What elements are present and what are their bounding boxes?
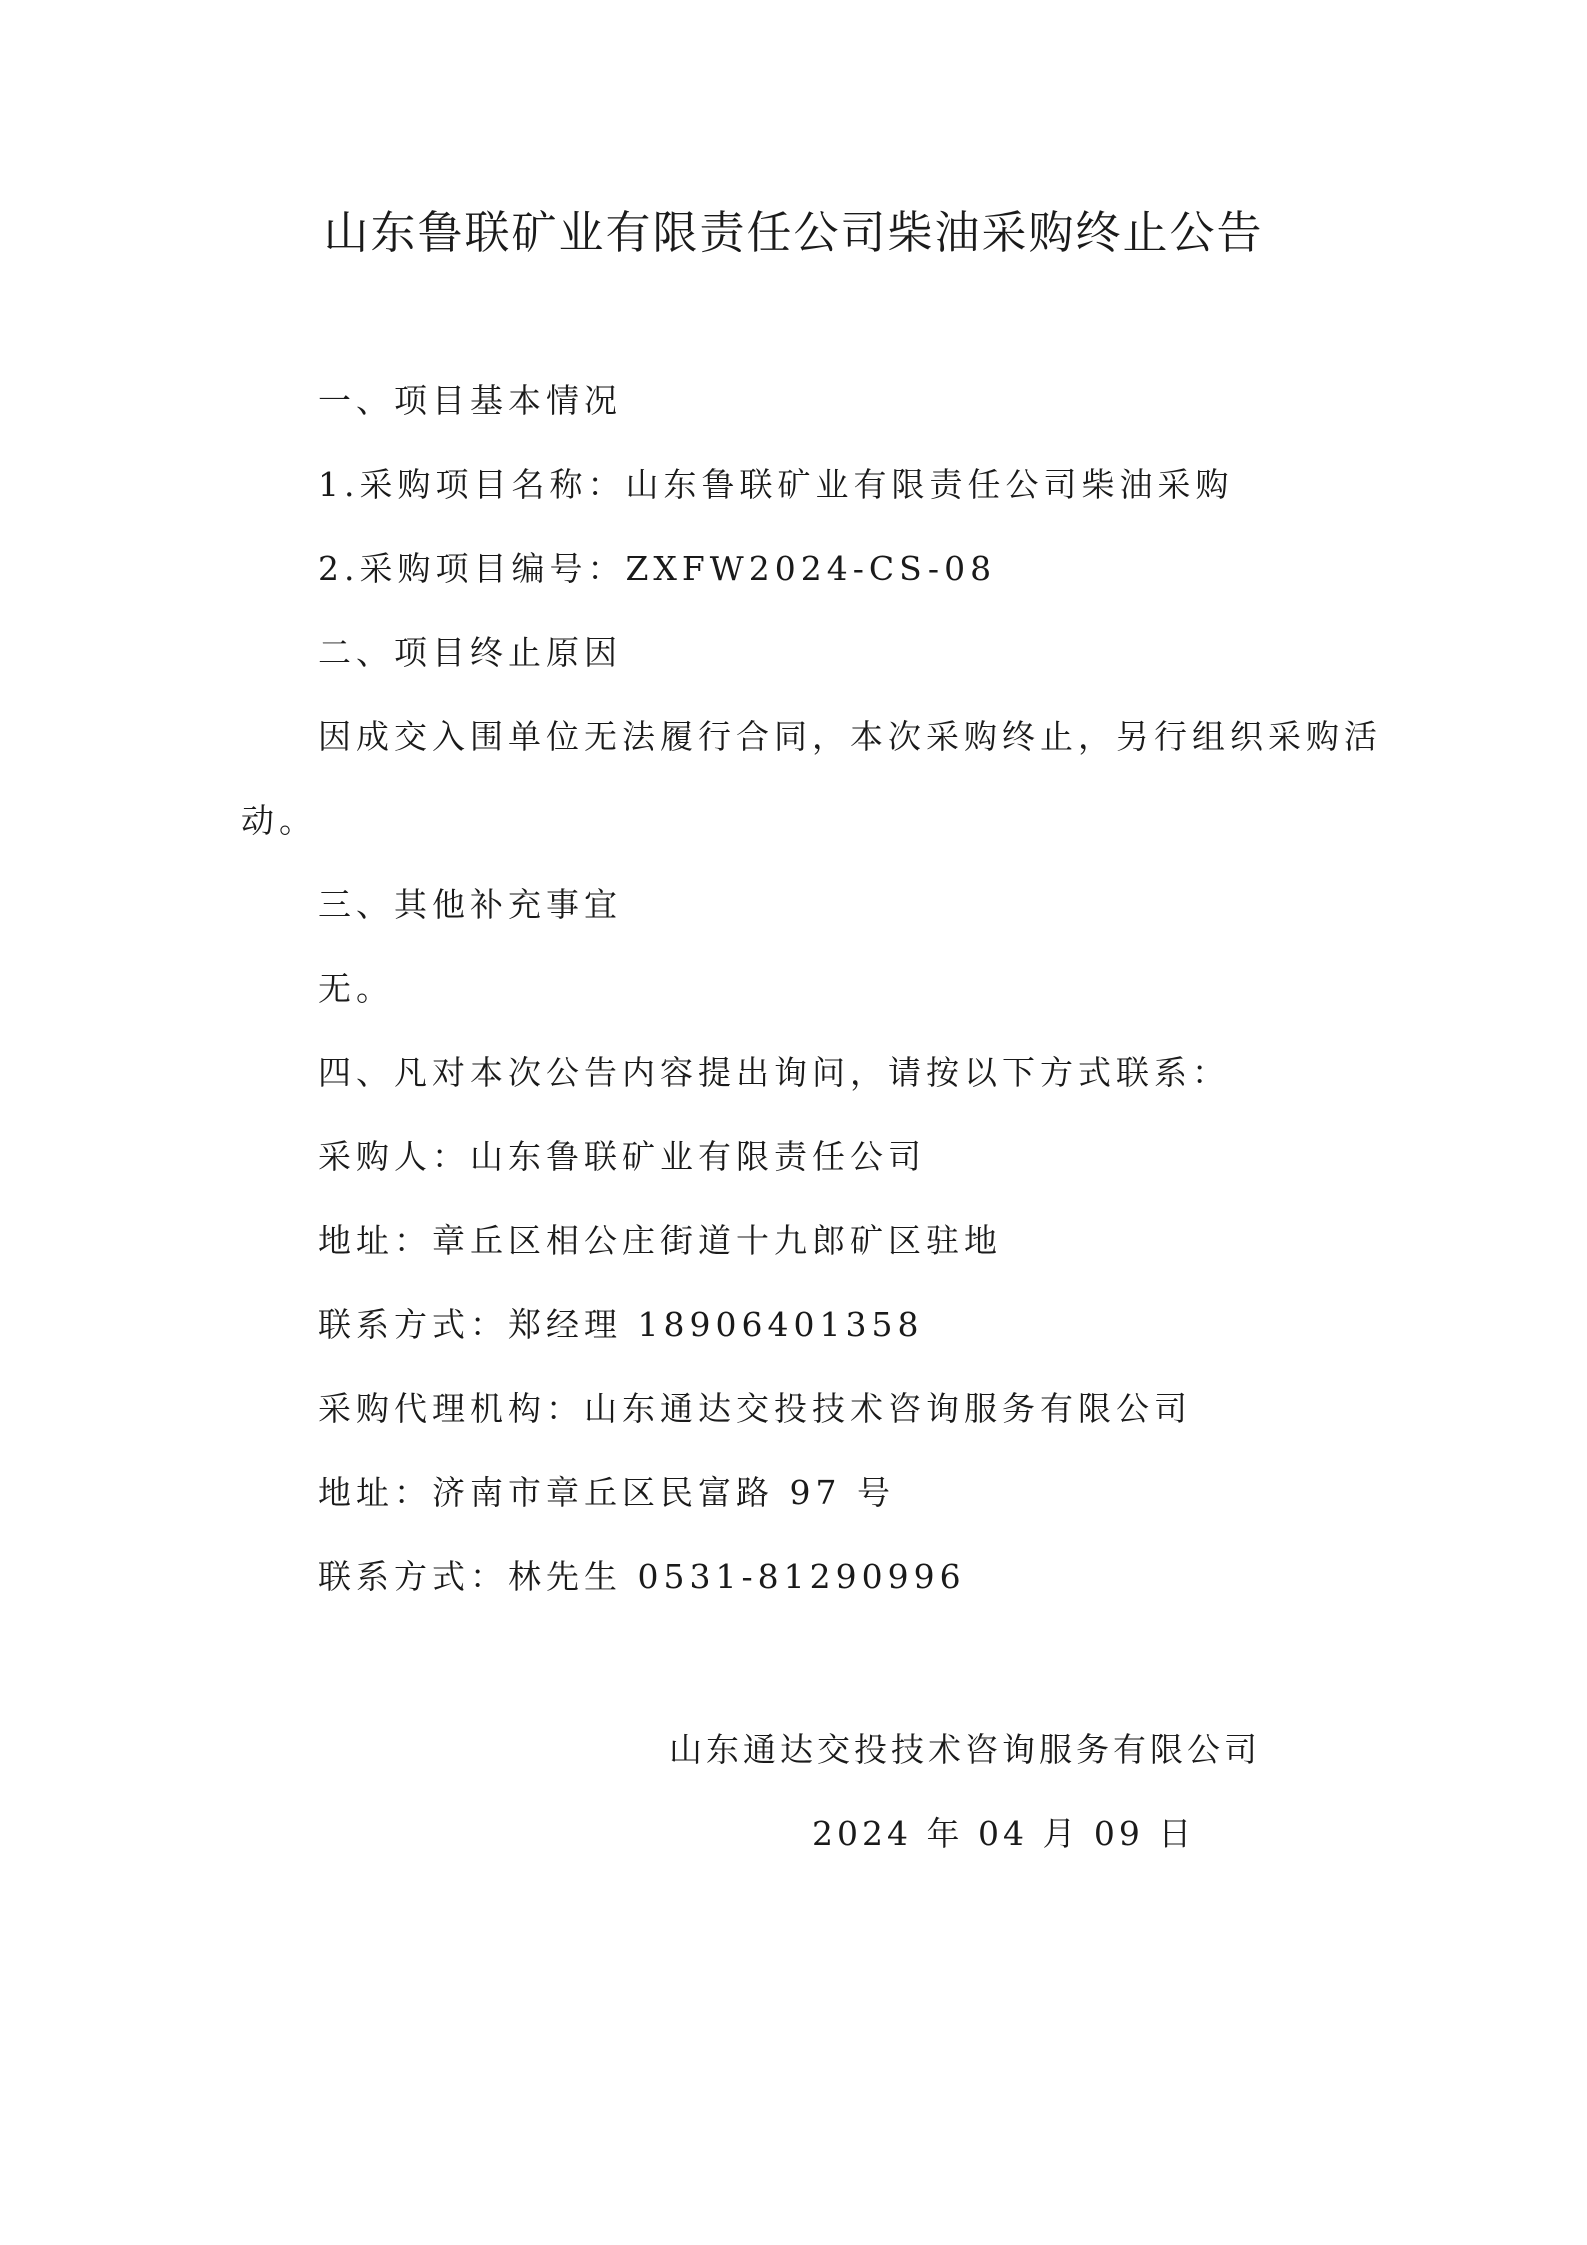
project-number: 2.采购项目编号：ZXFW2024-CS-08 [318, 549, 997, 588]
termination-reason-line-2: 动。 [241, 801, 317, 840]
section-2-heading: 二、项目终止原因 [318, 633, 622, 672]
section-4-heading: 四、凡对本次公告内容提出询问，请按以下方式联系： [318, 1053, 1230, 1092]
section-3-heading: 三、其他补充事宜 [318, 885, 622, 924]
purchaser-contact: 联系方式：郑经理 18906401358 [318, 1305, 924, 1344]
purchaser-name: 采购人：山东鲁联矿业有限责任公司 [318, 1137, 926, 1176]
project-name: 1.采购项目名称：山东鲁联矿业有限责任公司柴油采购 [318, 465, 1234, 504]
agency-address: 地址：济南市章丘区民富路 97 号 [318, 1473, 895, 1512]
purchaser-address: 地址：章丘区相公庄街道十九郎矿区驻地 [318, 1221, 1002, 1260]
section-1-heading: 一、项目基本情况 [318, 381, 622, 420]
agency-contact: 联系方式：林先生 0531-81290996 [318, 1557, 966, 1596]
signature-company: 山东通达交投技术咨询服务有限公司 [669, 1730, 1261, 1769]
signature-date: 2024 年 04 月 09 日 [812, 1814, 1196, 1853]
supplementary-body: 无。 [318, 969, 394, 1008]
document-title: 山东鲁联矿业有限责任公司柴油采购终止公告 [323, 206, 1264, 259]
termination-reason-line-1: 因成交入围单位无法履行合同，本次采购终止，另行组织采购活 [318, 717, 1382, 756]
agency-name: 采购代理机构：山东通达交投技术咨询服务有限公司 [318, 1389, 1192, 1428]
